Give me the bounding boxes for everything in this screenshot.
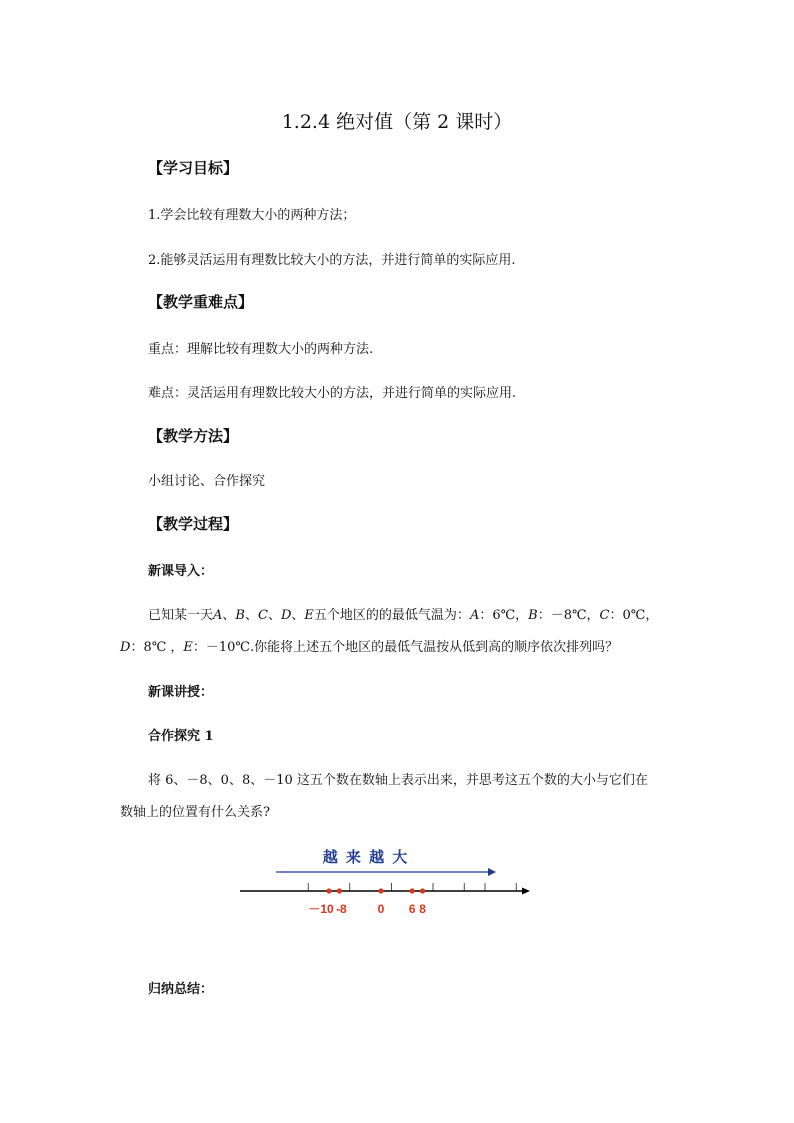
region-e: E [304,608,314,623]
separator: 、 [244,608,258,623]
region-d: D [280,608,292,623]
point-label: 0 [377,902,385,916]
lecture-label: 新课讲授： [148,685,214,700]
temp-a: ：6℃， [479,608,529,623]
explore-line-2: 数轴上的位置有什么关系? [120,805,270,820]
separator: 、 [222,608,236,623]
region-e: E [183,640,193,655]
increasing-arrow-head [488,868,496,876]
number-point [420,888,425,893]
intro-label: 新课导入： [148,564,214,579]
intro-paragraph-line-2 [120,636,618,655]
point-label: －10 [308,902,334,916]
intro-text: 五个地区的的最低气温为： [313,608,470,623]
page-title: 1.2.4 绝对值（第 2 课时） [281,111,513,133]
difficult-point: 难点：灵活运用有理数比较大小的方法，并进行简单的实际应用. [148,386,517,401]
key-heading: 【教学重难点】 [148,293,254,311]
number-line-figure [236,842,536,922]
method-heading: 【教学方法】 [148,427,239,445]
goals-heading: 【学习目标】 [148,159,239,177]
point-label: -8 [336,902,347,916]
number-point [337,888,342,893]
summary-label: 归纳总结： [148,982,214,997]
point-label: 8 [419,902,426,916]
process-heading: 【教学过程】 [148,515,239,533]
number-point [410,888,415,893]
separator: 、 [267,608,281,623]
number-point [378,888,383,893]
key-point: 重点：理解比较有理数大小的两种方法. [148,342,374,357]
point-label: 6 [408,902,416,916]
intro-paragraph-line-1 [148,604,658,623]
goal-2: 2.能够灵活运用有理数比较大小的方法，并进行简单的实际应用. [148,253,516,268]
intro-text: 已知某一天 [148,608,214,623]
goal-1: 1.学会比较有理数大小的两种方法； [148,208,356,223]
arrow-caption: 越 来 越 大 [322,849,410,866]
temp-b: ：－8℃， [537,608,600,623]
explore-line-1: 将 6、－8、0、8、－10 这五个数在数轴上表示出来，并思考这五个数的大小与它们在 [148,773,648,788]
region-b: B [528,608,538,623]
temp-e-question: ：－10℃.你能将上述五个地区的最低气温按从低到高的顺序依次排列吗？ [192,640,619,655]
region-c: C [599,608,610,623]
axis-arrow-head [522,888,530,895]
region-b: B [235,608,245,623]
temp-d: ：8℃ ， [130,640,184,655]
separator: 、 [291,608,305,623]
region-c: C [258,608,268,623]
temp-c: ：0℃， [609,608,659,623]
explore-label: 合作探究 1 [148,729,214,744]
region-d: D [120,640,131,655]
method-text: 小组讨论、合作探究 [148,474,266,489]
point-labels [308,902,426,916]
region-a: A [213,608,223,623]
region-a: A [469,608,480,623]
number-point [326,888,331,893]
